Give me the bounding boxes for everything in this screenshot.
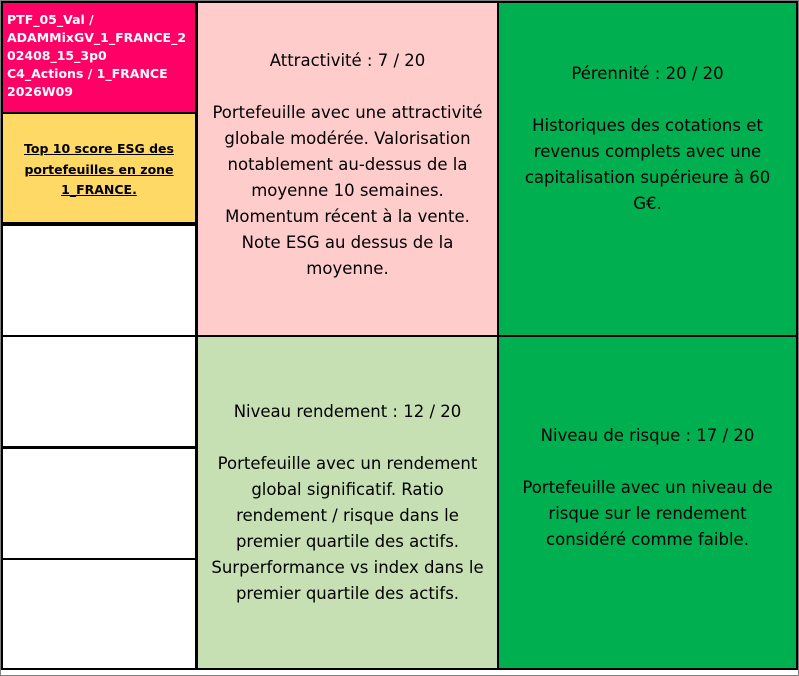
portfolio-id-line-4: C4_Actions / 1_FRANCE bbox=[7, 66, 168, 81]
attractivite-panel bbox=[196, 1, 499, 337]
rendement-panel bbox=[196, 335, 499, 670]
portfolio-id-line-3: 02408_15_3p0 bbox=[7, 48, 107, 63]
perennite-description: Historiques des cotations et revenus complets avec une capitalisation supérieure à 60 G€. bbox=[524, 116, 771, 213]
empty-cell bbox=[1, 224, 197, 337]
portfolio-id-cell bbox=[1, 1, 197, 114]
rendement-description: Portefeuille avec un rendement global significatif. Ratio rendement / risque dans le premier quartile des actifs. Surperformance vs index dans le premier quartile des actifs. bbox=[211, 453, 484, 603]
perennite-panel bbox=[497, 1, 798, 337]
perennite-title: Pérennité : 20 / 20 bbox=[571, 64, 724, 83]
attractivite-description: Portefeuille avec une attractivité globale modérée. Valorisation notablement au-dessus de la moyenne 10 semaines. Momentum récent à la vente. Note ESG au dessus de la moyenne. bbox=[212, 103, 483, 278]
empty-cell bbox=[1, 335, 197, 448]
top10-esg-link[interactable]: Top 10 score ESG des portefeuilles en zone 1_FRANCE. bbox=[1, 112, 197, 224]
risque-description: Portefeuille avec un niveau de risque sur le rendement considéré comme faible. bbox=[522, 477, 773, 549]
portfolio-id-line-5: 2026W09 bbox=[7, 84, 73, 99]
portfolio-id-line-2: ADAMMixGV_1_FRANCE_2 bbox=[7, 30, 187, 45]
risque-panel bbox=[497, 335, 798, 670]
empty-cell bbox=[1, 558, 197, 670]
portfolio-id-line-1: PTF_05_Val / bbox=[7, 12, 94, 27]
empty-cell bbox=[1, 447, 197, 560]
attractivite-title: Attractivité : 7 / 20 bbox=[269, 51, 426, 70]
rendement-title: Niveau rendement : 12 / 20 bbox=[233, 401, 462, 421]
risque-title: Niveau de risque : 17 / 20 bbox=[540, 425, 755, 445]
